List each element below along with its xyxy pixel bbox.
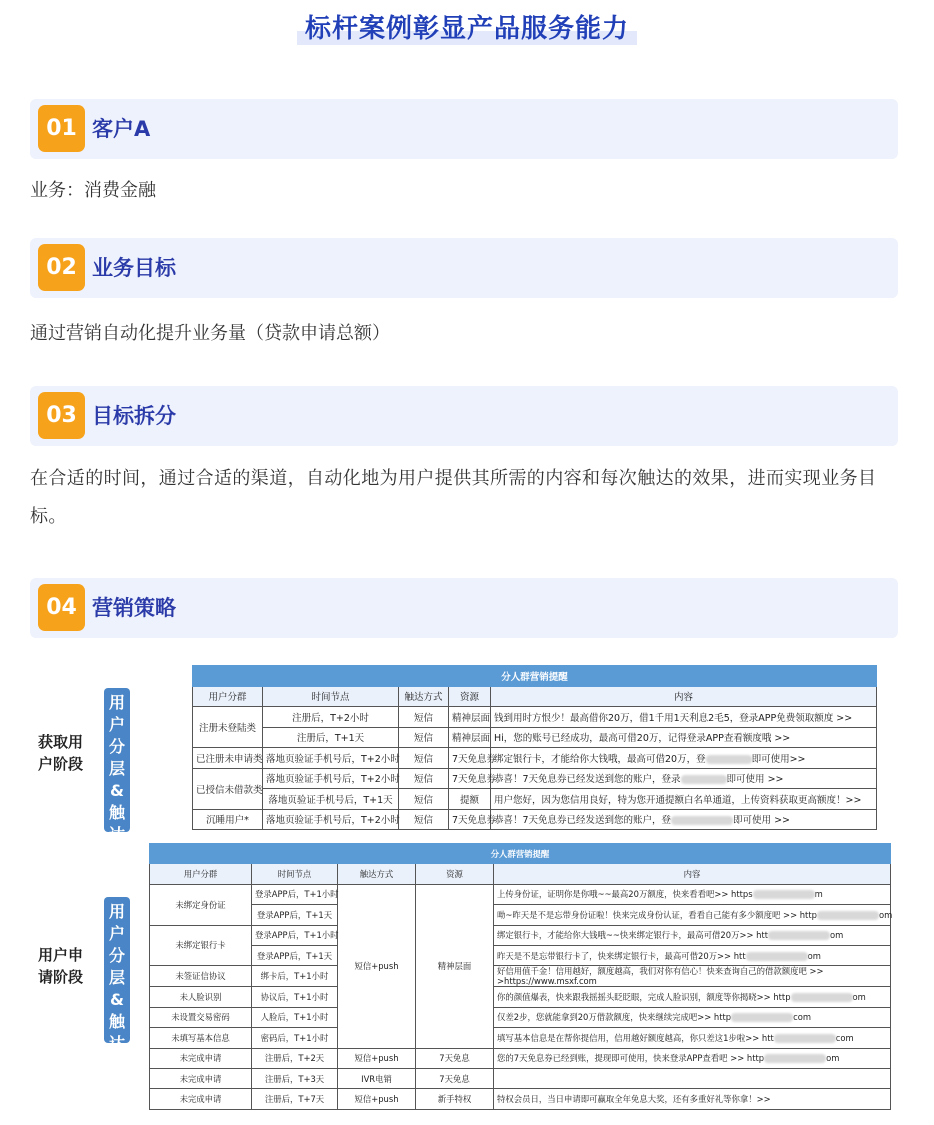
cell-content — [491, 809, 877, 830]
cell-time: 人脸后，T+1小时 — [252, 1007, 338, 1027]
redacted-link — [768, 931, 830, 940]
table-row — [193, 809, 877, 830]
stage-label-apply — [38, 944, 83, 988]
cell-content — [494, 966, 891, 987]
table-row — [150, 1007, 891, 1027]
content-text-end: om — [807, 950, 821, 961]
redacted-link — [753, 890, 815, 899]
column-header: 内容 — [491, 686, 877, 707]
section-number-badge: 03 — [38, 392, 85, 439]
section-header-01 — [30, 99, 898, 159]
redacted-link — [791, 993, 853, 1002]
column-header: 资源 — [449, 686, 491, 707]
section-title: 业务目标 — [92, 256, 176, 280]
page-title-wrap — [0, 8, 934, 45]
cell-group: 注册未登陆类 — [193, 707, 263, 748]
cell-resource: 精神层面 — [449, 727, 491, 748]
content-text-end: om — [878, 909, 893, 920]
cell-content — [494, 1068, 891, 1088]
stage-label-line: 户阶段 — [38, 755, 84, 773]
table-row — [193, 707, 877, 728]
redacted-link — [681, 775, 727, 784]
content-text-end: om — [852, 992, 866, 1003]
section-title: 营销策略 — [92, 596, 176, 620]
cell-channel: 短信 — [399, 707, 449, 728]
table-row — [193, 789, 877, 810]
cell-time: 注册后，T+7天 — [252, 1089, 338, 1109]
cell-time: 登录APP后，T+1天 — [252, 905, 338, 925]
content-text: 绑定银行卡，才能给你大钱哦，最高可借20万，登 — [494, 753, 706, 765]
segmentation-banner-1 — [104, 688, 130, 844]
section-title: 目标拆分 — [92, 404, 176, 428]
banner-char: & — [110, 990, 124, 1009]
section-text-01: 业务：消费金融 — [30, 180, 156, 201]
content-text-end: 即可使用 >> — [726, 774, 784, 786]
cell-time: 落地页验证手机号后，T+2小时 — [263, 748, 399, 769]
section-text-03: 在合适的时间，通过合适的渠道，自动化地为用户提供其所需的内容和每次触达的效果，进而实现业务目标。 — [30, 468, 877, 527]
cell-group: 未填写基本信息 — [150, 1028, 252, 1048]
redacted-link — [731, 1013, 793, 1022]
content-text: 绑定银行卡，才能给你大钱哦~~快来绑定银行卡，最高可借20万>> htt — [497, 930, 769, 941]
banner-char: 用 — [108, 902, 125, 921]
content-text: 填写基本信息是在帮你提信用，信用越好额度越高，你只差这1步啦>> htt — [497, 1032, 774, 1043]
table-row — [150, 987, 891, 1007]
content-text: 恭喜！7天免息券已经发送到您的账户，登 — [494, 815, 672, 827]
content-text-end: com — [793, 1012, 812, 1023]
table-row — [150, 966, 891, 987]
cell-content: 用户您好，因为您信用良好，特为您开通提额白名单通道，上传资料获取更高额度！>> — [491, 789, 877, 810]
content-text-line2: >https://www.msxf.com — [497, 976, 597, 987]
cell-content: 钱到用时方恨少！最高借你20万，借1千用1天利息2毛5，登录APP免费领取额度 >> — [491, 707, 877, 728]
table-caption: 分人群营销提醒 — [150, 844, 891, 864]
cell-channel: IVR电销 — [338, 1068, 416, 1088]
stage-label-acquire — [38, 731, 83, 775]
banner-char: 户 — [108, 715, 125, 734]
cell-time: 注册后，T+2小时 — [263, 707, 399, 728]
redacted-link — [671, 816, 733, 825]
content-text-end: m — [814, 889, 823, 900]
redacted-link — [746, 952, 808, 961]
banner-char: & — [110, 781, 124, 800]
content-text-end: 即可使用 >> — [733, 815, 790, 827]
banner-char: 用 — [108, 693, 125, 712]
banner-char: 分 — [108, 737, 125, 756]
content-text: 好信用值千金！信用越好，额度越高，我们对你有信心！快来查询自己的借款额度吧 >> — [497, 966, 824, 977]
cell-content — [494, 905, 891, 925]
cell-channel: 短信 — [399, 727, 449, 748]
cell-channel: 短信 — [399, 768, 449, 789]
cell-content: Hi，您的账号已经成功，最高可借20万，记得登录APP查看额度哦 >> — [491, 727, 877, 748]
cell-content — [494, 925, 891, 945]
table-row — [150, 925, 891, 945]
section-header-03 — [30, 386, 898, 446]
cell-group: 未完成申请 — [150, 1048, 252, 1068]
table-row — [150, 1048, 891, 1068]
cell-time: 登录APP后，T+1天 — [252, 945, 338, 965]
content-text: 昨天是不是忘带银行卡了，快来绑定银行卡，最高可借20万>> htt — [497, 950, 746, 961]
table-caption: 分人群营销提醒 — [193, 666, 877, 687]
cell-time: 落地页验证手机号后，T+2小时 — [263, 768, 399, 789]
cell-resource: 7天免息 — [416, 1068, 494, 1088]
cell-channel: 短信+push — [338, 1089, 416, 1109]
cell-resource: 精神层面 — [449, 707, 491, 728]
cell-resource: 7天免息券 — [449, 768, 491, 789]
table-row — [193, 768, 877, 789]
content-text-end: om — [826, 1053, 840, 1064]
content-text-end: com — [835, 1032, 854, 1043]
cell-channel: 短信 — [399, 748, 449, 769]
banner-char: 层 — [108, 968, 125, 987]
section-number-badge: 04 — [38, 584, 85, 631]
content-text: 你的颜值爆表，快来跟我摇摇头眨眨眼，完成人脸识别，额度等你揭晓>> http — [497, 992, 791, 1003]
section-text-02: 通过营销自动化提升业务量（贷款申请总额） — [30, 323, 390, 344]
section-title: 客户A — [92, 117, 151, 141]
cell-group: 已注册未申请类 — [193, 748, 263, 769]
stage-label-line: 请阶段 — [38, 968, 84, 986]
cell-content — [494, 1028, 891, 1048]
stage-label-line: 获取用 — [38, 733, 84, 751]
cell-group: 未设置交易密码 — [150, 1007, 252, 1027]
column-header: 时间节点 — [252, 864, 338, 884]
redacted-link — [706, 755, 752, 764]
cell-content: 特权会员日，当日申请即可赢取全年免息大奖，还有多重好礼等你拿！>> — [494, 1089, 891, 1109]
table-row — [150, 1068, 891, 1088]
table-row — [150, 905, 891, 925]
content-text: 仅差2步，您就能拿到20万借款额度，快来继续完成吧>> http — [497, 1012, 732, 1023]
table-row — [150, 1089, 891, 1109]
cell-group: 未完成申请 — [150, 1068, 252, 1088]
content-text: 呦~昨天是不是忘带身份证啦！快来完成身份认证，看看自己能有多少额度吧 >> http — [497, 909, 817, 920]
cell-channel: 短信+push — [338, 1048, 416, 1068]
banner-char: 达 — [108, 1034, 125, 1053]
cell-time: 协议后，T+1小时 — [252, 987, 338, 1007]
redacted-link — [817, 911, 879, 920]
cell-channel-merged: 短信+push — [338, 884, 416, 1048]
column-header: 资源 — [416, 864, 494, 884]
table-row — [150, 1028, 891, 1048]
column-header: 时间节点 — [263, 686, 399, 707]
cell-content — [494, 1007, 891, 1027]
column-header: 触达方式 — [338, 864, 416, 884]
content-text: 恭喜！7天免息券已经发送到您的账户，登录 — [494, 774, 681, 786]
table-row — [150, 945, 891, 965]
cell-group: 未绑定银行卡 — [150, 925, 252, 966]
cell-group: 未绑定身份证 — [150, 884, 252, 925]
cell-group: 未完成申请 — [150, 1089, 252, 1109]
column-header: 用户分群 — [150, 864, 252, 884]
cell-time: 登录APP后，T+1小时 — [252, 884, 338, 904]
cell-time: 密码后，T+1小时 — [252, 1028, 338, 1048]
section-number-badge: 01 — [38, 105, 85, 152]
content-text-end: 即可使用>> — [751, 753, 806, 765]
cell-content — [494, 945, 891, 965]
cell-resource-merged: 精神层面 — [416, 884, 494, 1048]
cell-time: 登录APP后，T+1小时 — [252, 925, 338, 945]
banner-char: 触 — [108, 1012, 125, 1031]
cell-time: 绑卡后，T+1小时 — [252, 966, 338, 987]
content-text: 您的7天免息券已经到账，提现即可使用，快来登录APP查看吧 >> http — [497, 1053, 765, 1064]
cell-content — [494, 884, 891, 904]
cell-group: 沉睡用户* — [193, 809, 263, 830]
cell-time: 注册后，T+2天 — [252, 1048, 338, 1068]
cell-resource: 提额 — [449, 789, 491, 810]
banner-char: 户 — [108, 924, 125, 943]
cell-group: 未人脸识别 — [150, 987, 252, 1007]
table-row — [193, 748, 877, 769]
cell-time: 落地页验证手机号后，T+2小时 — [263, 809, 399, 830]
stage-label-line: 用户申 — [38, 946, 84, 964]
column-header: 用户分群 — [193, 686, 263, 707]
cell-group: 未签证信协议 — [150, 966, 252, 987]
cell-resource: 新手特权 — [416, 1089, 494, 1109]
cell-resource: 7天免息券 — [449, 809, 491, 830]
marketing-table-apply — [149, 843, 891, 1110]
marketing-table-acquire — [192, 665, 877, 830]
banner-char: 达 — [108, 825, 125, 844]
content-text-end: om — [830, 930, 844, 941]
banner-char: 分 — [108, 946, 125, 965]
section-header-04 — [30, 578, 898, 638]
redacted-link — [764, 1054, 826, 1063]
banner-char: 层 — [108, 759, 125, 778]
cell-content — [491, 768, 877, 789]
content-text: 上传身份证，证明你是你哦~~最高20万额度，快来看看吧>> https — [497, 889, 753, 900]
cell-group: 已授信未借款类 — [193, 768, 263, 809]
column-header: 内容 — [494, 864, 891, 884]
cell-content — [491, 748, 877, 769]
cell-time: 注册后，T+1天 — [263, 727, 399, 748]
table-row — [193, 727, 877, 748]
cell-resource: 7天免息 — [416, 1048, 494, 1068]
section-number-badge: 02 — [38, 244, 85, 291]
column-header: 触达方式 — [399, 686, 449, 707]
redacted-link — [774, 1034, 836, 1043]
segmentation-banner-2 — [104, 897, 130, 1053]
cell-channel: 短信 — [399, 809, 449, 830]
banner-char: 触 — [108, 803, 125, 822]
cell-content — [494, 987, 891, 1007]
cell-resource: 7天免息券 — [449, 748, 491, 769]
cell-content — [494, 1048, 891, 1068]
cell-channel: 短信 — [399, 789, 449, 810]
section-header-02 — [30, 238, 898, 298]
table-row — [150, 884, 891, 904]
page-title: 标杆案例彰显产品服务能力 — [297, 8, 637, 45]
cell-time: 落地页验证手机号后，T+1天 — [263, 789, 399, 810]
cell-time: 注册后，T+3天 — [252, 1068, 338, 1088]
